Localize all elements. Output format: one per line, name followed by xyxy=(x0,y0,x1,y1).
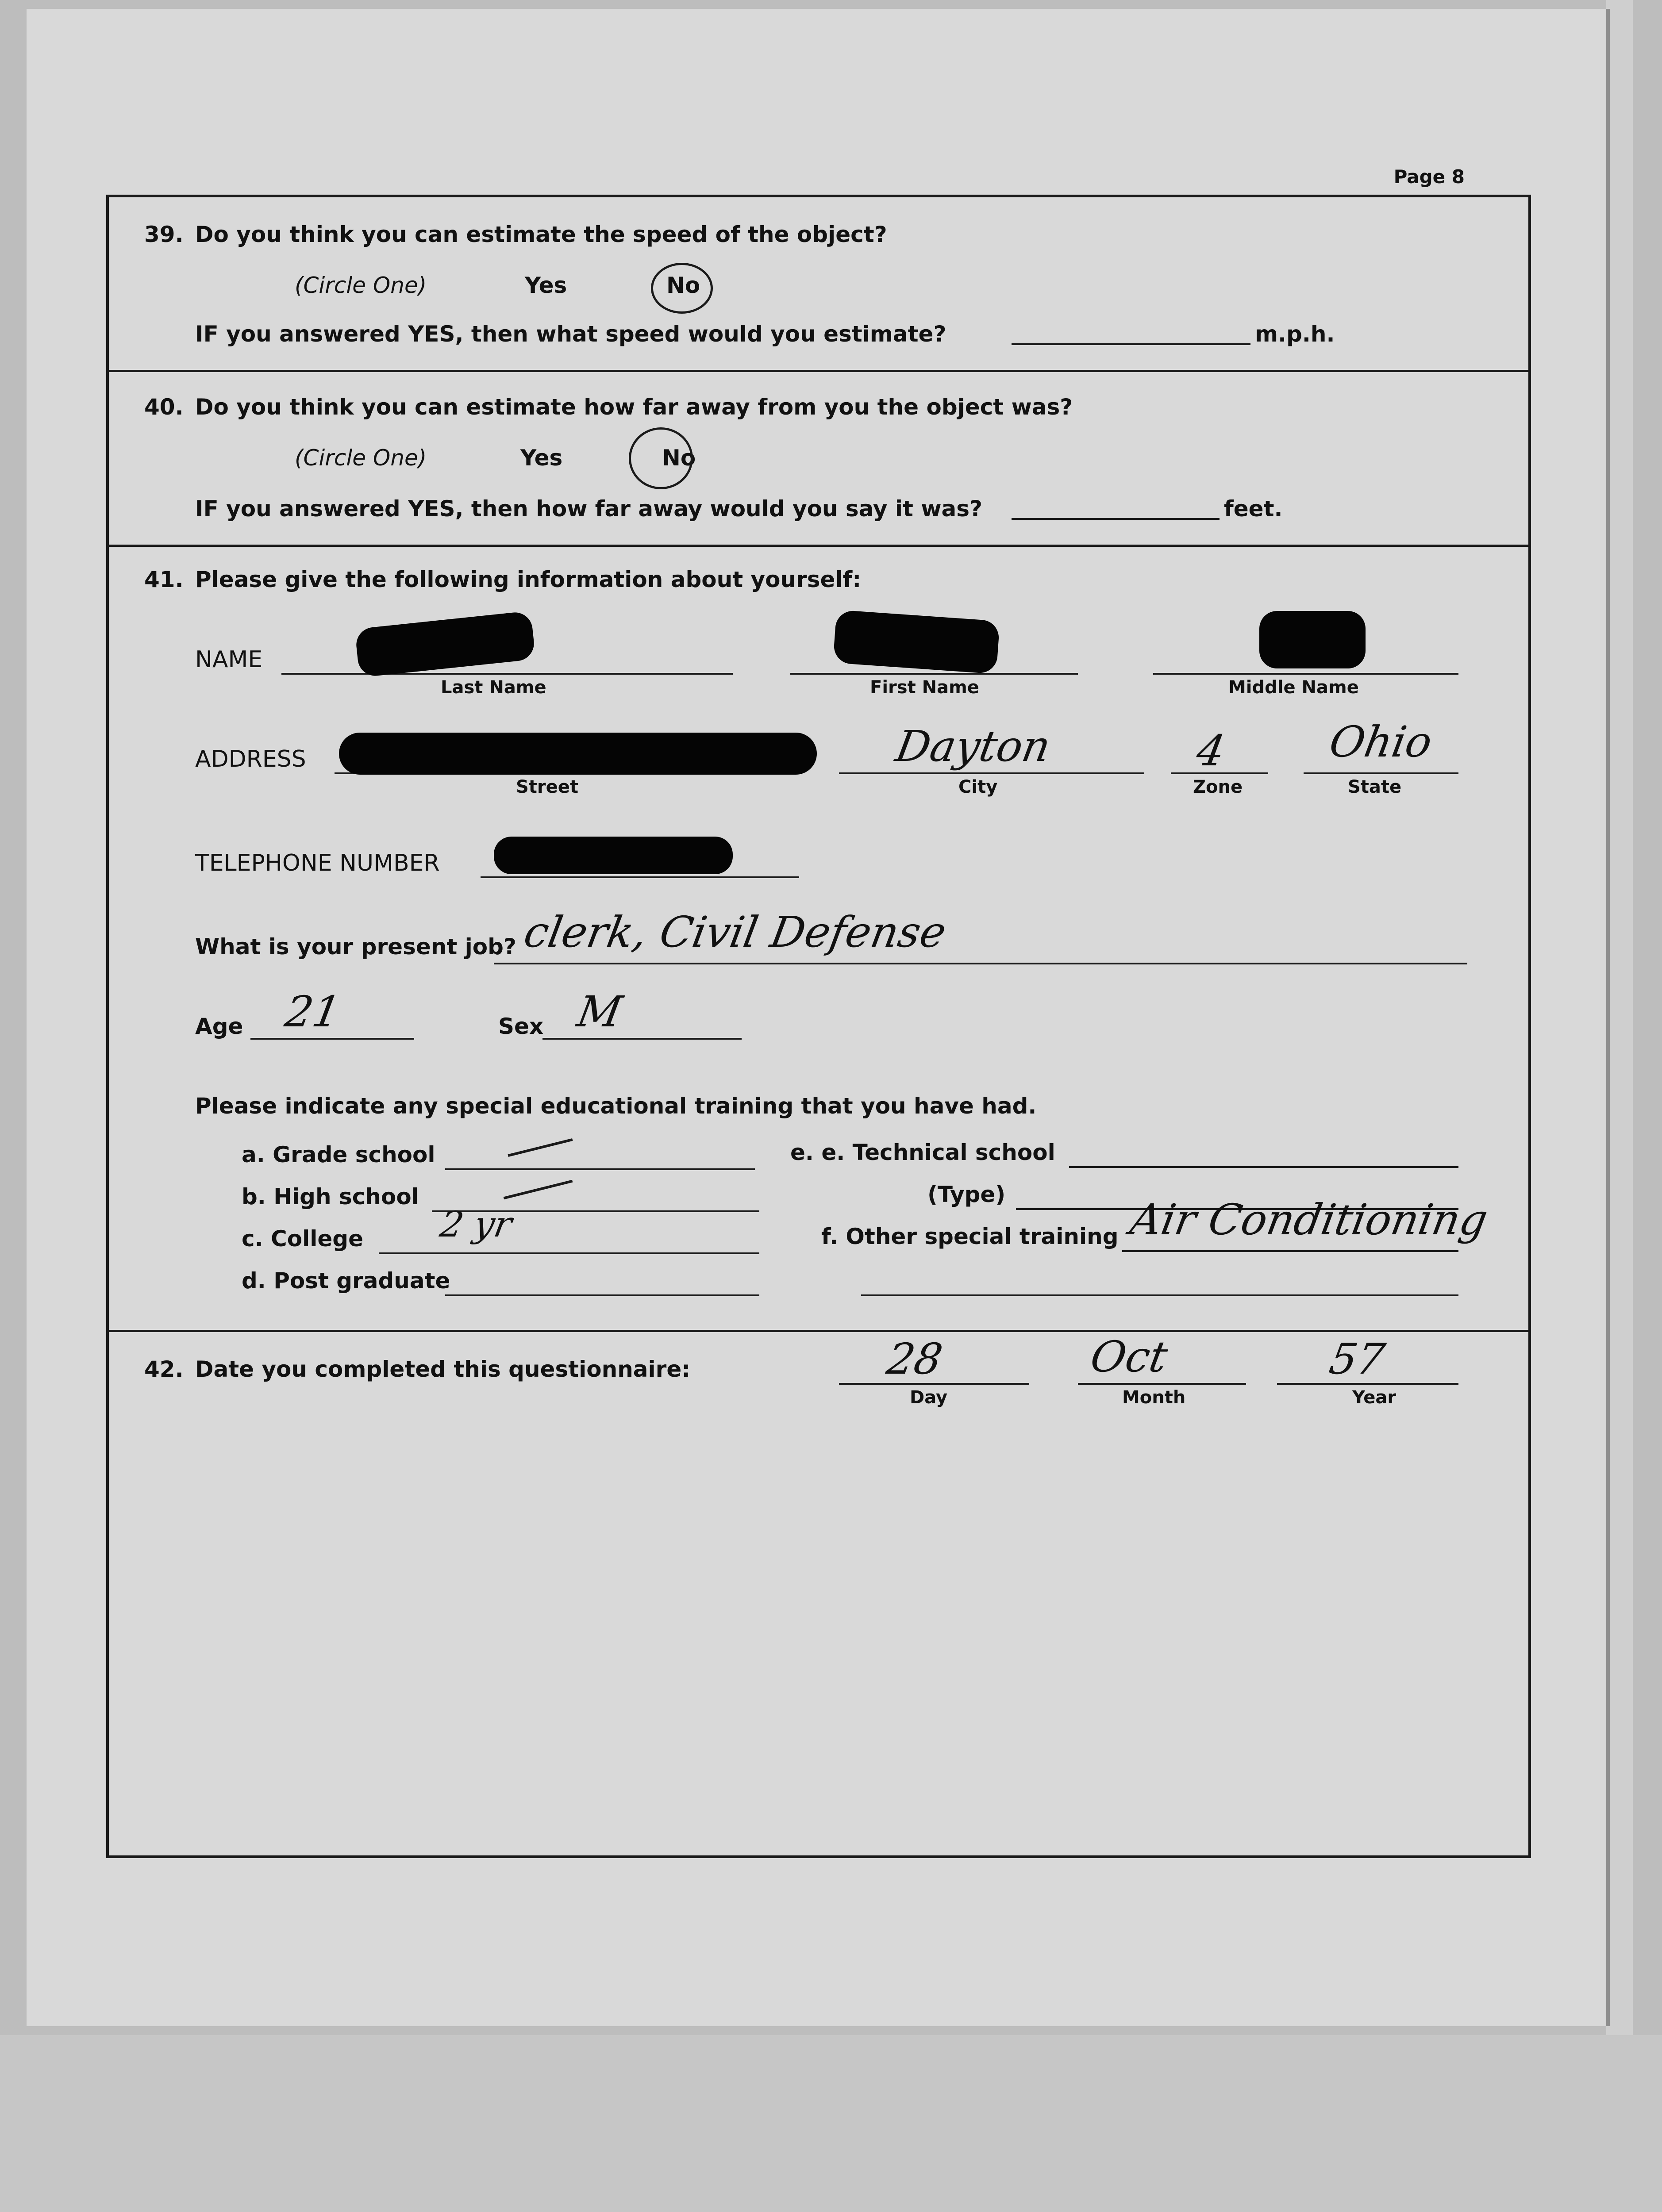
page-edge xyxy=(1606,0,1633,2035)
college-field[interactable] xyxy=(379,1252,759,1254)
other-training-value: Air Conditioning xyxy=(1127,1195,1492,1244)
grade-school-field[interactable] xyxy=(445,1168,755,1170)
sex-value: M xyxy=(573,987,626,1037)
college-label: c. College xyxy=(242,1226,363,1252)
redaction-mark xyxy=(339,733,817,775)
job-value: clerk, Civil Defense xyxy=(520,907,950,957)
technical-school-label: e. e. Technical school xyxy=(790,1140,1055,1165)
redaction-mark xyxy=(1259,611,1366,668)
q40-no-option[interactable]: No xyxy=(662,445,696,471)
question-41 xyxy=(109,545,1528,1332)
form-page xyxy=(27,9,1606,2026)
day-caption: Day xyxy=(910,1387,948,1408)
month-value: Oct xyxy=(1087,1332,1171,1382)
middle-name-caption: Middle Name xyxy=(1228,677,1359,698)
first-name-caption: First Name xyxy=(870,677,979,698)
zone-caption: Zone xyxy=(1193,777,1243,797)
q42-number: 42. xyxy=(144,1356,184,1382)
telephone-label: TELEPHONE NUMBER xyxy=(195,850,440,876)
technical-school-field[interactable] xyxy=(1069,1166,1458,1168)
training-prompt: Please indicate any special educational training that you have had. xyxy=(195,1093,1037,1119)
month-caption: Month xyxy=(1122,1387,1186,1408)
state-caption: State xyxy=(1348,777,1402,797)
q40-distance-field[interactable] xyxy=(1012,518,1220,520)
grade-school-check xyxy=(508,1138,573,1157)
scan-background xyxy=(0,2035,1662,2212)
job-field[interactable] xyxy=(494,963,1467,964)
city-caption: City xyxy=(958,777,998,797)
street-caption: Street xyxy=(516,777,579,797)
q40-followup: IF you answered YES, then how far away would you say it was? xyxy=(195,496,983,522)
sex-field[interactable] xyxy=(542,1038,742,1040)
q41-prompt: Please give the following information about yourself: xyxy=(195,567,862,592)
grade-school-label: a. Grade school xyxy=(242,1142,435,1167)
year-value: 57 xyxy=(1326,1334,1389,1384)
q40-question: Do you think you can estimate how far away from you the object was? xyxy=(195,394,1073,420)
q40-number: 40. xyxy=(144,394,184,420)
question-39 xyxy=(109,197,1528,372)
telephone-field[interactable] xyxy=(481,876,799,878)
high-school-label: b. High school xyxy=(242,1184,419,1210)
first-name-field[interactable] xyxy=(790,673,1078,675)
state-value: Ohio xyxy=(1326,717,1436,767)
city-value: Dayton xyxy=(892,722,1054,771)
q39-number: 39. xyxy=(144,222,184,247)
city-field[interactable] xyxy=(839,772,1144,774)
age-value: 21 xyxy=(281,987,345,1037)
form-frame xyxy=(106,195,1531,1858)
q40-yes-option[interactable]: Yes xyxy=(520,445,563,471)
redaction-mark xyxy=(833,610,1000,674)
q42-prompt: Date you completed this questionnaire: xyxy=(195,1356,691,1382)
name-label: NAME xyxy=(195,646,263,673)
day-value: 28 xyxy=(883,1334,946,1384)
job-label: What is your present job? xyxy=(195,934,516,960)
q39-no-option[interactable]: No xyxy=(666,273,700,298)
type-label: (Type) xyxy=(927,1182,1006,1207)
last-name-field[interactable] xyxy=(281,673,733,675)
q40-circled-answer xyxy=(629,427,693,489)
redaction-mark xyxy=(494,837,733,874)
q39-speed-field[interactable] xyxy=(1012,343,1250,345)
age-label: Age xyxy=(195,1014,243,1039)
address-label: ADDRESS xyxy=(195,746,306,772)
state-field[interactable] xyxy=(1304,772,1458,774)
sex-label: Sex xyxy=(498,1014,544,1039)
college-value: 2 yr xyxy=(437,1204,515,1245)
age-field[interactable] xyxy=(250,1038,414,1040)
year-caption: Year xyxy=(1352,1387,1397,1408)
other-training-field[interactable] xyxy=(1122,1250,1458,1252)
high-school-check xyxy=(504,1180,573,1200)
q39-circled-answer xyxy=(651,263,713,314)
post-graduate-label: d. Post graduate xyxy=(242,1268,450,1294)
q39-unit: m.p.h. xyxy=(1255,321,1335,347)
other-training-label: f. Other special training xyxy=(821,1224,1119,1249)
redaction-mark xyxy=(354,611,535,677)
q39-circle-one: (Circle One) xyxy=(295,273,427,298)
month-field[interactable] xyxy=(1078,1383,1246,1385)
post-graduate-field[interactable] xyxy=(445,1294,759,1296)
page-number: Page 8 xyxy=(1393,166,1465,188)
question-42 xyxy=(109,1330,1528,1418)
question-40 xyxy=(109,370,1528,547)
other-training-field-2[interactable] xyxy=(861,1294,1458,1296)
zone-value: 4 xyxy=(1193,726,1229,776)
last-name-caption: Last Name xyxy=(441,677,546,698)
middle-name-field[interactable] xyxy=(1153,673,1458,675)
q39-followup: IF you answered YES, then what speed would you estimate? xyxy=(195,321,946,347)
q39-yes-option[interactable]: Yes xyxy=(525,273,567,298)
q40-circle-one: (Circle One) xyxy=(295,445,427,471)
q40-unit: feet. xyxy=(1224,496,1283,522)
q41-number: 41. xyxy=(144,567,184,592)
q39-question: Do you think you can estimate the speed of the object? xyxy=(195,222,887,247)
